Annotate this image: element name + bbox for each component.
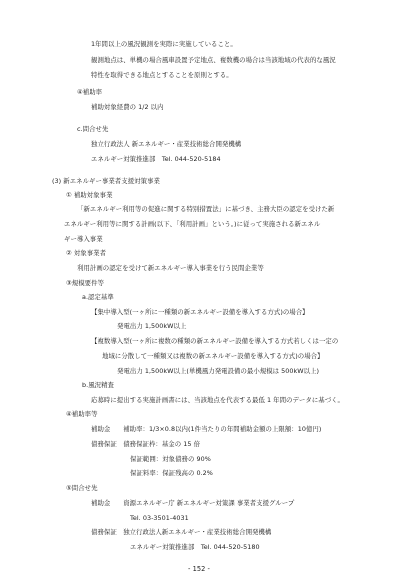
text-line: 独立行政法人 新エネルギー・産業技術総合開発機構 [91, 140, 242, 148]
text-line: 応募時に提出する実施計画書には、当該地点を代表する最低 1 年間のデータに基づく。 [91, 396, 344, 404]
text-line: ギー導入事業 [64, 235, 103, 243]
section-heading: ② 対象事業者 [66, 249, 107, 257]
section-heading: (3) 新エネルギー事業者支援対策事業 [52, 177, 160, 185]
text-line: 補助金 補助率：1/3×0.8以内(1件当たりの年間補助金額の上限額：10億円) [91, 425, 322, 433]
text-line: エネルギー利用等に関する計画(以下、「利用計画」という。)に従って実施される新エネル [64, 220, 321, 228]
section-heading: ④補助率 [77, 88, 103, 96]
subsection-heading: b.風況精査 [82, 381, 114, 389]
text-line: 保証料率：保証残高の 0.2% [130, 469, 213, 477]
text-line: 補助金 資源エネルギー庁 新エネルギー対策課 事業者支援グループ [91, 499, 295, 507]
text-line: Tel. 03-3501-4031 [130, 514, 189, 522]
text-line: 1年間以上の風況観測を実際に実施していること。 [91, 40, 237, 48]
text-line: 特性を取得できる地点とすることを原則とする。 [91, 71, 233, 79]
section-heading: c.問合せ先 [77, 125, 109, 133]
text-line: 発電出力 1,500kW以上(単機風力発電設備の最小規模は 500kW以上) [117, 367, 320, 375]
section-heading: ① 補助対象事業 [66, 191, 113, 199]
section-heading: ③規模要件等 [66, 279, 104, 287]
text-line: 地域に分散して一種類又は複数の新エネルギー設備を導入する方式)の場合】 [102, 352, 324, 360]
text-line: 【集中導入型(一ヶ所に一種類の新エネルギー設備を導入する方式)の場合】 [91, 308, 309, 316]
section-heading: ⑤問合せ先 [66, 484, 98, 492]
section-heading: ④補助率等 [66, 410, 98, 418]
text-line: 利用計画の認定を受けて新エネルギー導入事業を行う民間企業等 [77, 264, 264, 272]
text-line: 発電出力 1,500kW以上 [117, 322, 187, 330]
text-line: 補助対象経費の 1/2 以内 [91, 103, 164, 111]
subsection-heading: a.認定基準 [82, 293, 114, 301]
text-line: 【複数導入型(一ヶ所に複数の種類の新エネルギー設備を導入する方式若しくは一定の [91, 337, 339, 345]
text-line: 「新エネルギー利用等の促進に関する特別措置法」に基づき、主務大臣の認定を受けた新 [77, 205, 335, 213]
text-line: 保証範囲：対象債務の 90% [130, 455, 211, 463]
text-line: エネルギー対策推進部 Tel. 044-520-5184 [91, 155, 221, 163]
text-line: エネルギー対策推進部 Tel. 044-520-5180 [130, 543, 260, 551]
text-line: 債務保証 債務保証枠：基金の 15 倍 [91, 440, 201, 448]
text-line: 観測地点は、単機の場合風車設置予定地点、複数機の場合は当該地域の代表的な風況 [91, 56, 336, 64]
text-line: 債務保証 独立行政法人新エネルギー・産業技術総合開発機構 [91, 528, 272, 536]
page-number: - 152 - [188, 565, 210, 573]
